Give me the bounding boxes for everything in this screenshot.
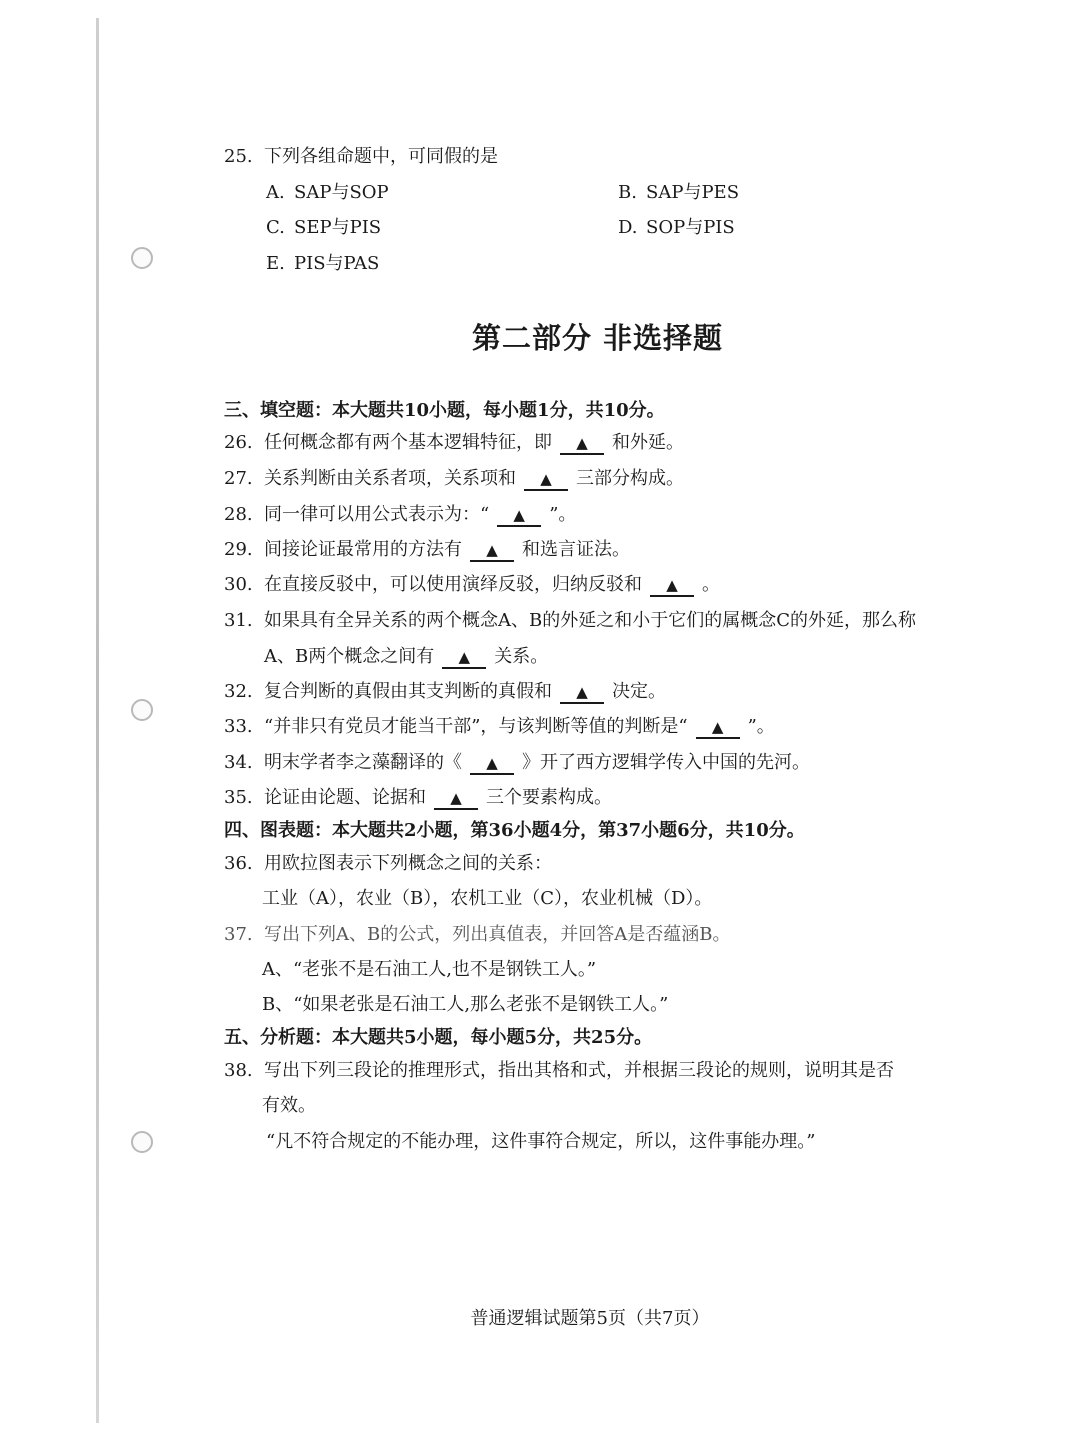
question-35	[224, 786, 612, 810]
question-text: 用欧拉图表示下列概念之间的关系：	[264, 853, 552, 874]
punch-hole	[131, 1131, 153, 1153]
question-29	[224, 538, 630, 562]
question-text-after: 和外延。	[612, 432, 684, 453]
syllogism-quote: “凡不符合规定的不能办理，这件事符合规定，所以，这件事能办理。”	[266, 1131, 816, 1152]
question-32	[224, 680, 666, 704]
question-number: 30.	[224, 574, 253, 595]
question-text-after: 决定。	[612, 681, 666, 702]
answer-blank[interactable]: ▲	[650, 575, 694, 597]
question-28	[224, 503, 576, 527]
question-number: 29.	[224, 539, 253, 560]
question-text-after: ”。	[747, 716, 775, 737]
question-30	[224, 573, 720, 597]
proposition-b: B、“如果老张是石油工人,那么老张不是钢铁工人。”	[262, 994, 669, 1015]
question-27	[224, 467, 684, 491]
option-text: SOP与PIS	[646, 217, 735, 238]
answer-blank[interactable]: ▲	[470, 753, 514, 775]
option-letter: C.	[266, 217, 285, 238]
question-number: 25.	[224, 146, 253, 167]
question-number: 37.	[224, 924, 253, 945]
question-text: 下列各组命题中，可同假的是	[264, 146, 498, 167]
option-text: SAP与SOP	[294, 182, 389, 203]
section-header-analysis: 五、分析题：本大题共5小题，每小题5分，共25分。	[224, 1027, 653, 1048]
option-a	[266, 181, 389, 205]
question-text: 间接论证最常用的方法有	[264, 539, 462, 560]
question-text: 如果具有全异关系的两个概念A、B的外延之和小于它们的属概念C的外延，那么称	[264, 610, 916, 631]
question-text: “并非只有党员才能当干部”，与该判断等值的判断是“	[264, 716, 688, 737]
answer-blank[interactable]: ▲	[560, 682, 604, 704]
question-38-continued: 有效。	[262, 1095, 316, 1116]
question-38	[224, 1059, 894, 1083]
question-text: A、B两个概念之间有	[264, 646, 435, 667]
question-37	[224, 923, 730, 947]
question-number: 27.	[224, 468, 253, 489]
option-letter: A.	[266, 182, 285, 203]
question-number: 26.	[224, 432, 253, 453]
question-text-after: 三个要素构成。	[486, 787, 612, 808]
option-text: SEP与PIS	[294, 217, 382, 238]
answer-blank[interactable]: ▲	[696, 717, 740, 739]
question-26	[224, 431, 684, 455]
question-36	[224, 852, 552, 876]
question-text-after: 三部分构成。	[576, 468, 684, 489]
question-text: 在直接反驳中，可以使用演绎反驳，归纳反驳和	[264, 574, 642, 595]
question-text-after: ”。	[549, 504, 577, 525]
question-text: 关系判断由关系者项，关系项和	[264, 468, 516, 489]
section-header-fill-in: 三、填空题：本大题共10小题，每小题1分，共10分。	[224, 400, 665, 421]
question-text-after: 和选言证法。	[522, 539, 630, 560]
answer-blank[interactable]: ▲	[442, 647, 486, 669]
question-number: 33.	[224, 716, 253, 737]
question-text: 论证由论题、论据和	[264, 787, 426, 808]
option-text: PIS与PAS	[294, 253, 380, 274]
option-text: SAP与PES	[646, 182, 740, 203]
binding-line	[96, 18, 99, 1423]
question-number: 34.	[224, 752, 253, 773]
option-c	[266, 216, 381, 240]
question-36-concepts: 工业（A），农业（B），农机工业（C），农业机械（D）。	[262, 888, 713, 909]
question-number: 28.	[224, 504, 253, 525]
answer-blank[interactable]: ▲	[470, 540, 514, 562]
question-25	[224, 145, 498, 169]
answer-blank[interactable]: ▲	[434, 788, 478, 810]
option-b	[618, 181, 739, 205]
question-text-after: 。	[702, 574, 720, 595]
question-text: 任何概念都有两个基本逻辑特征，即	[264, 432, 552, 453]
question-34	[224, 751, 810, 775]
question-text-after: 》开了西方逻辑学传入中国的先河。	[522, 752, 810, 773]
question-text: 同一律可以用公式表示为：“	[264, 504, 490, 525]
question-31	[224, 609, 916, 633]
option-e	[266, 252, 379, 276]
question-number: 31.	[224, 610, 253, 631]
punch-hole	[131, 247, 153, 269]
question-text: 写出下列三段论的推理形式，指出其格和式，并根据三段论的规则，说明其是否	[264, 1060, 894, 1081]
proposition-a: A、“老张不是石油工人,也不是钢铁工人。”	[262, 959, 597, 980]
question-number: 36.	[224, 853, 253, 874]
option-letter: E.	[266, 253, 285, 274]
question-31-continued	[264, 645, 548, 669]
question-number: 35.	[224, 787, 253, 808]
answer-blank[interactable]: ▲	[497, 505, 541, 527]
page-footer: 普通逻辑试题第5页（共7页）	[470, 1308, 710, 1329]
option-d	[618, 216, 735, 240]
question-text: 复合判断的真假由其支判断的真假和	[264, 681, 552, 702]
answer-blank[interactable]: ▲	[524, 469, 568, 491]
option-letter: B.	[618, 182, 637, 203]
question-text: 写出下列A、B的公式，列出真值表，并回答A是否蕴涵B。	[264, 924, 731, 945]
section-header-diagram: 四、图表题：本大题共2小题，第36小题4分，第37小题6分，共10分。	[224, 820, 805, 841]
question-33	[224, 715, 775, 739]
option-letter: D.	[618, 217, 638, 238]
question-number: 32.	[224, 681, 253, 702]
question-text-after: 关系。	[494, 646, 549, 667]
answer-blank[interactable]: ▲	[560, 433, 604, 455]
question-number: 38.	[224, 1060, 253, 1081]
punch-hole	[131, 699, 153, 721]
part-title: 第二部分 非选择题	[471, 321, 724, 355]
question-text: 明末学者李之藻翻译的《	[264, 752, 462, 773]
